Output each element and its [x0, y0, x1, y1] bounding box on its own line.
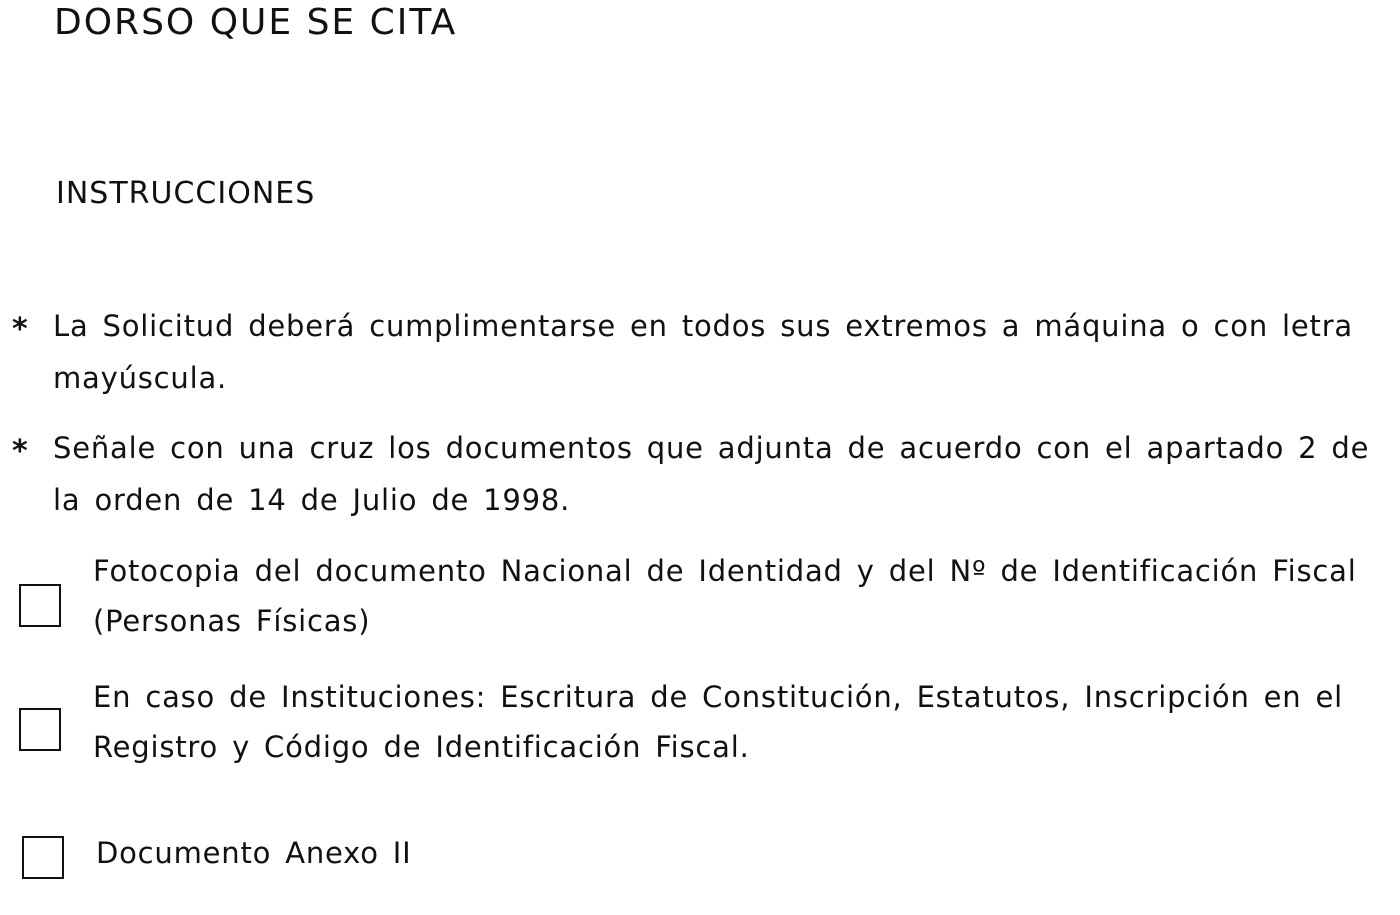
checklist-item-instituciones [0, 672, 1390, 772]
checklist-label: Fotocopia del documento Nacional de Identidad y del Nº de Identificación Fiscal (Personas Físicas) [93, 554, 1357, 638]
checkbox-dni-nif[interactable] [19, 584, 61, 627]
instruction-item [0, 422, 1390, 526]
instruction-text: La Solicitud deberá cumplimentarse en todos sus extremos a máquina o con letra mayúscula. [53, 309, 1353, 395]
checklist-item-dni-nif [0, 546, 1390, 646]
checklist-label: En caso de Instituciones: Escritura de Constitución, Estatutos, Inscripción en el Registro y Código de Identificación Fiscal. [93, 680, 1344, 764]
checkbox-anexo-ii[interactable] [22, 836, 64, 879]
instruction-item [0, 300, 1390, 404]
document-title: DORSO QUE SE CITA [54, 2, 458, 43]
checklist-label: Documento Anexo II [96, 836, 412, 870]
instruction-text: Señale con una cruz los documentos que adjunta de acuerdo con el apartado 2 de la orden de 14 de Julio de 1998. [53, 431, 1370, 517]
bullet-asterisk: * [12, 434, 29, 469]
bullet-asterisk: * [12, 312, 29, 347]
section-title-instructions: INSTRUCCIONES [56, 176, 316, 211]
checkbox-instituciones[interactable] [19, 708, 61, 751]
checklist-item-anexo-ii [0, 828, 1390, 878]
